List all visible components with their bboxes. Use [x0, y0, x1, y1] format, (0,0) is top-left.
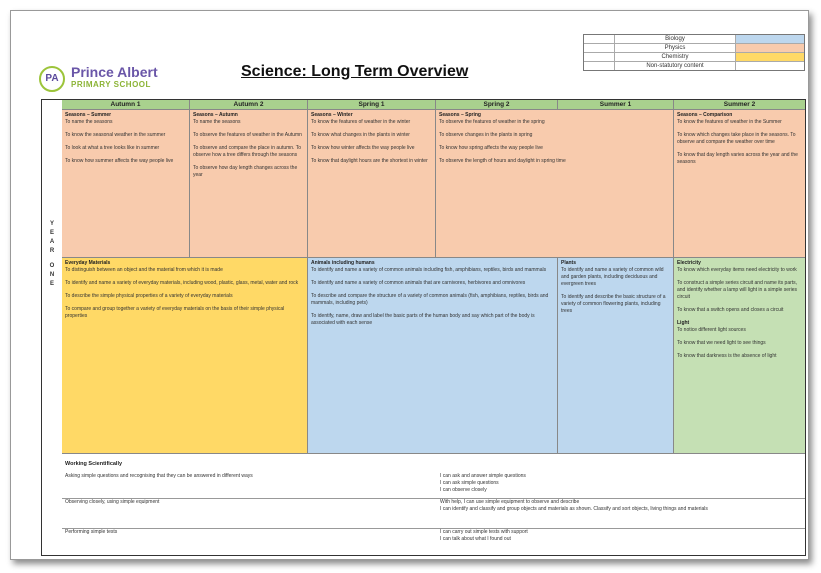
colour-key: [583, 34, 805, 71]
legend-row-chemistry: [584, 53, 804, 62]
cell-spring-2-seasons: Seasons – Spring To observe the features of weather in the spring To observe changes in the plants in spring To know how spring affects the way people live To observe the length of hours and daylight in spring time: [436, 110, 674, 258]
logo-badge: PA: [39, 66, 65, 92]
legend-label: Chemistry: [615, 53, 736, 61]
school-name: Prince Albert: [71, 64, 158, 80]
cell-spring-1-seasons: Seasons – Winter To know the features of weather in the winter To know what changes in the plants in winter To know how winter affects the way people live To know that daylight hours are the shortest in winter: [308, 110, 436, 258]
working-scientifically-section: [62, 472, 805, 554]
term-header-autumn-1: Autumn 1: [62, 100, 190, 110]
ws-row: Performing simple tests I can carry out simple tests with support I can talk about what I found out: [65, 529, 528, 542]
cell-plants: Plants To identify and name a variety of common wild and garden plants, including deciduous and evergreen trees To identify and describe the basic structure of a variety of common flowering plants, including trees: [558, 258, 674, 454]
cell-autumn-1-seasons: Seasons – Summer To name the seasons To know the seasonal weather in the summer To look at what a tree looks like in summer To know how summer affects the way people live: [62, 110, 190, 258]
school-subtitle: PRIMARY SCHOOL: [71, 80, 151, 89]
page-title: Science: Long Term Overview: [241, 63, 469, 80]
year-label: Y E A R O N E: [49, 221, 55, 287]
legend-label: Non-statutory content: [615, 62, 736, 70]
term-header-summer-1: Summer 1: [558, 100, 674, 110]
legend-label: Physics: [615, 44, 736, 52]
overview-table: [41, 99, 806, 556]
term-header-summer-2: Summer 2: [674, 100, 805, 110]
document-page: [10, 10, 809, 560]
legend-swatch: [736, 44, 804, 52]
cell-summer-2-seasons: Seasons – Comparison To know the features of weather in the Summer To know which changes take place in the seasons. To observe and compare the weather over time To know that day length varies across the year and the seasons: [674, 110, 805, 258]
ws-row: Asking simple questions and recognising that they can be answered in different ways I can ask and answer simple questions I can ask simple questions I can observe closely: [62, 472, 805, 499]
legend-row-biology: [584, 35, 804, 44]
legend-swatch: [736, 35, 804, 43]
cell-electricity-light: Electricity To know which everyday items need electricity to work To construct a simple series circuit and name its parts, and identify whether a lamp will light in a simple series circuit To know that a switch opens and closes a circuit Light To notice different light sources To know that we need light to see things To know that darkness is the absence of light: [674, 258, 805, 454]
term-header-spring-2: Spring 2: [436, 100, 558, 110]
cell-animals-including-humans: Animals including humans To identify and name a variety of common animals including fish, amphibians, reptiles, birds and mammals To identify and name a variety of common animals that are carnivores, herbivores and omnivores To describe and compare the structure of a variety of common animals (fish, amphibians, reptiles, birds and mammals, including pets) To identify, name, draw and label the basic parts of the human body and say which part of the body is associated with each sense: [308, 258, 558, 454]
cell-autumn-2-seasons: Seasons – Autumn To name the seasons To observe the features of weather in the Autumn To observe and compare the place in autumn. To observe how a tree differs through the seasons To observe how day length changes across the year: [190, 110, 308, 258]
legend-swatch: [736, 62, 804, 70]
term-header-spring-1: Spring 1: [308, 100, 436, 110]
term-header-autumn-2: Autumn 2: [190, 100, 308, 110]
working-scientifically-title: Working Scientifically: [65, 461, 123, 467]
legend-label: Biology: [615, 35, 736, 43]
cell-everyday-materials: Everyday Materials To distinguish between an object and the material from which it is made To identify and name a variety of everyday materials, including wood, plastic, glass, metal, water and rock To describe the simple physical properties of a variety of everyday materials To compare and group together a variety of everyday materials on the basis of their simple physical properties: [62, 258, 308, 454]
ws-row: Observing closely, using simple equipment With help, I can use simple equipment to observe and describe I can identify and classify and group objects and materials as shown. Classify and sort objects, living things and materials: [62, 498, 805, 529]
legend-row-physics: [584, 44, 804, 53]
legend-swatch: [736, 53, 804, 61]
school-logo: [39, 62, 189, 96]
legend-row-non-statutory: [584, 62, 804, 70]
